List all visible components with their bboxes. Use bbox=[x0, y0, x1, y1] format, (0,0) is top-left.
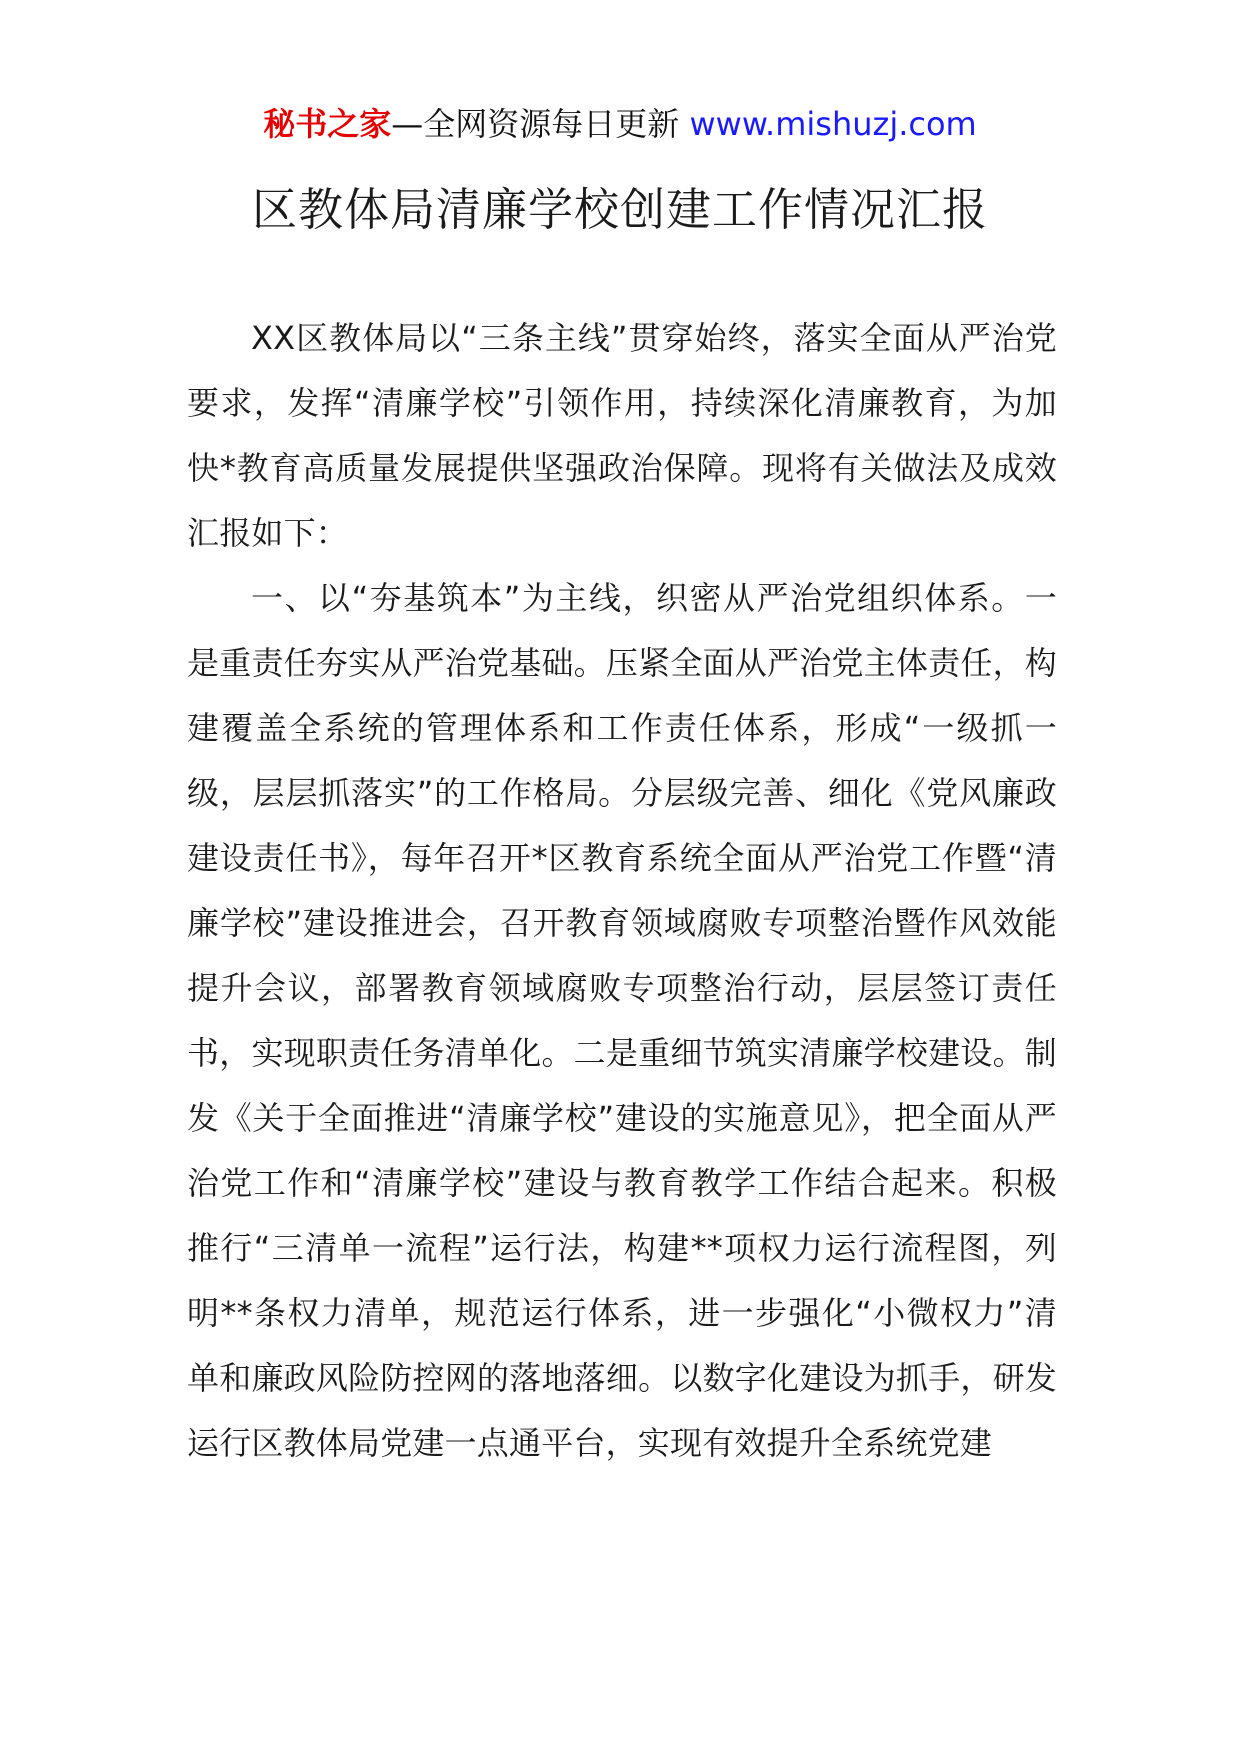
site-brand: 秘书之家 bbox=[263, 105, 392, 143]
paragraph-intro: XX区教体局以“三条主线”贯穿始终，落实全面从严治党要求，发挥“清廉学校”引领作用，持续深化清廉教育，为加快*教育高质量发展提供坚强政治保障。现将有关做法及成效汇报如下： bbox=[187, 319, 1057, 552]
site-url-link[interactable]: www.mishuzj.com bbox=[689, 105, 977, 143]
paragraph-section-one: 一、以“夯基筑本”为主线，织密从严治党组织体系。一是重责任夯实从严治党基础。压紧全面从严治党主体责任，构建覆盖全系统的管理体系和工作责任体系，形成“一级抓一级，层层抓落实”的工作格局。分层级完善、细化《党风廉政建设责任书》，每年召开*区教育系统全面从严治党工作暨“清廉学校”建设推进会，召开教育领域腐败专项整治暨作风效能提升会议，部署教育领域腐败专项整治行动，层层签订责任书，实现职责任务清单化。二是重细节筑实清廉学校建设。制发《关于全面推进“清廉学校”建设的实施意见》，把全面从严治党工作和“清廉学校”建设与教育教学工作结合起来。积极推行“三清单一流程”运行法，构建**项权力运行流程图，列明**条权力清单，规范运行体系，进一步强化“小微权力”清单和廉政风险防控网的落地落细。以数字化建设为抓手，研发运行区教体局党建一点通平台，实现有效提升全系统党建 bbox=[187, 579, 1057, 1462]
site-header bbox=[0, 102, 1240, 146]
site-tagline: —全网资源每日更新 bbox=[391, 105, 690, 143]
document-title: 区教体局清廉学校创建工作情况汇报 bbox=[251, 183, 988, 236]
document-body bbox=[187, 306, 1057, 1476]
